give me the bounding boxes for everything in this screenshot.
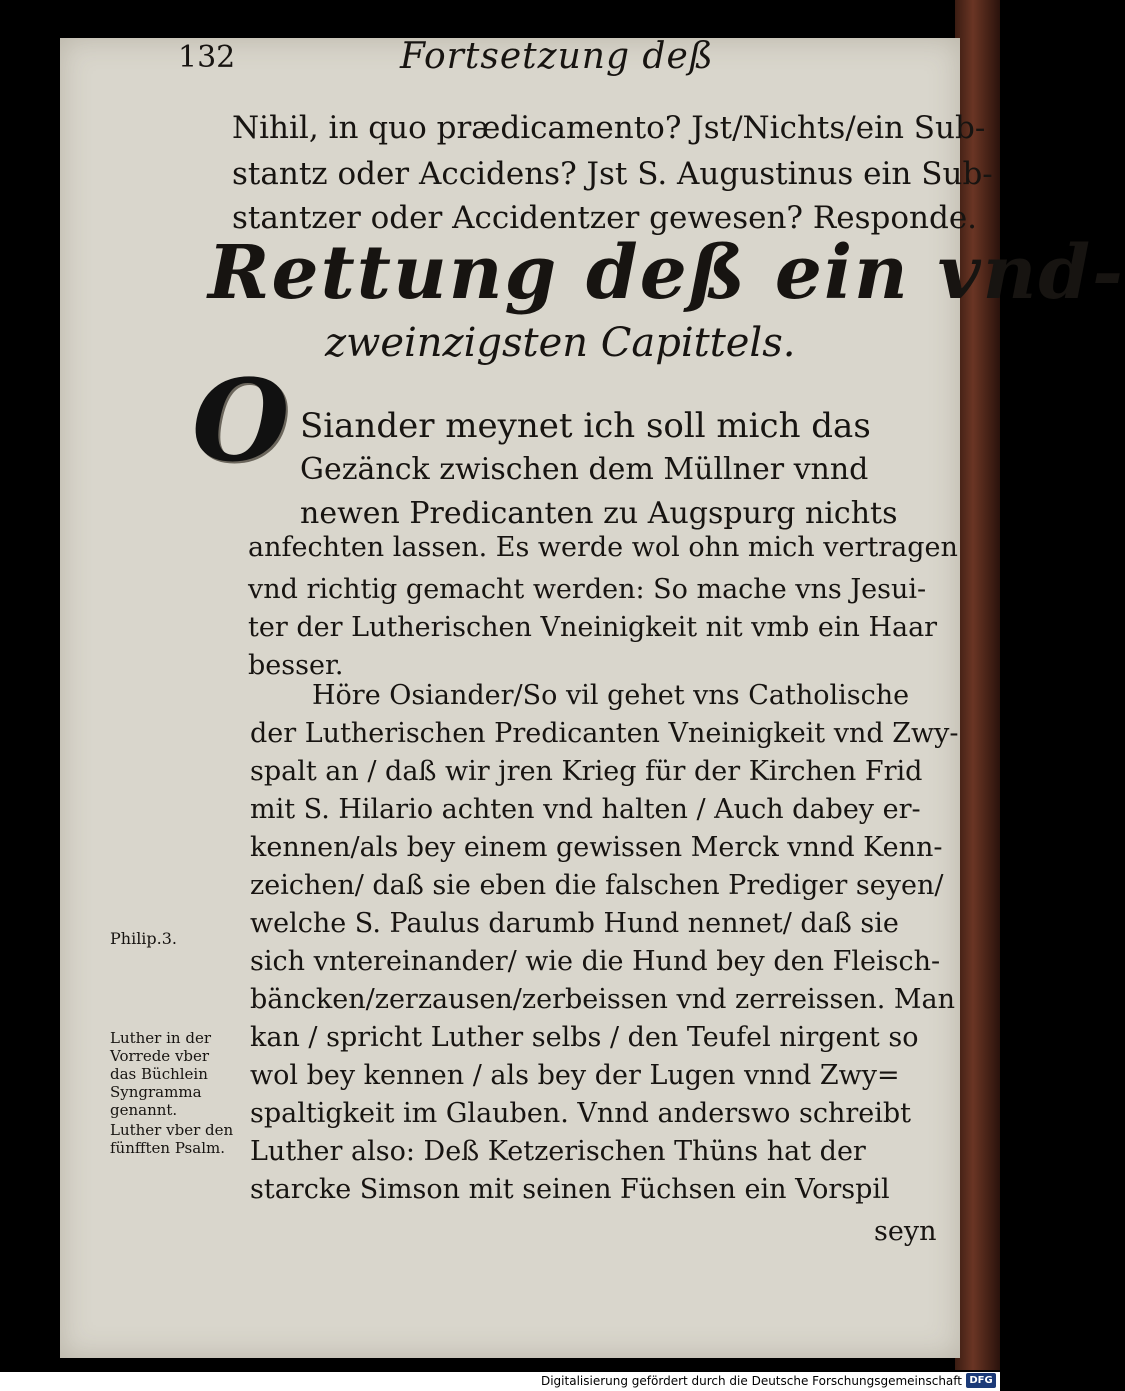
footer-credit: Digitalisierung gefördert durch die Deutsche Forschungsgemeinschaft <box>540 1374 962 1388</box>
intro-line: Nihil, in quo prædicamento? Jst/Nichts/ein Sub- <box>232 110 986 146</box>
paragraph2-line: Höre Osiander/So vil gehet vns Catholische <box>312 680 910 711</box>
chapter-title: Rettung deß ein vnd- <box>208 230 1125 316</box>
margin-note-line: Syngramma <box>110 1083 202 1101</box>
catchword: seyn <box>874 1216 937 1247</box>
paragraph2-line: welche S. Paulus darumb Hund nennet/ daß sie <box>250 908 899 939</box>
margin-note-line: Luther in der <box>110 1029 212 1047</box>
paragraph2-line: bäncken/zerzausen/zerbeissen vnd zerreissen. Man <box>250 984 956 1015</box>
margin-note-line: Vorrede vber <box>110 1047 210 1065</box>
page-number: 132 <box>178 40 236 75</box>
paragraph2-line: Luther also: Deß Ketzerischen Thüns hat der <box>250 1136 866 1167</box>
paragraph1-line: ter der Lutherischen Vneinigkeit nit vmb ein Haar <box>248 612 938 643</box>
paragraph2-line: kennen/als bey einem gewissen Merck vnnd Kenn- <box>250 832 943 863</box>
running-head: Fortsetzung deß <box>400 36 714 77</box>
paragraph2-line: zeichen/ daß sie eben die falschen Prediger seyen/ <box>250 870 944 901</box>
chapter-subtitle: zweinzigsten Capittels. <box>325 320 796 366</box>
dfg-logo: DFG <box>966 1373 996 1388</box>
margin-note-line: das Büchlein <box>110 1065 208 1083</box>
paragraph2-line: spaltigkeit im Glauben. Vnnd anderswo schreibt <box>250 1098 911 1129</box>
intro-line: stantzer oder Accidentzer gewesen? Responde. <box>232 200 978 236</box>
margin-note-line: Luther vber den <box>110 1121 234 1139</box>
drop-cap-initial: O <box>192 356 290 487</box>
intro-line: stantz oder Accidens? Jst S. Augustinus ein Sub- <box>232 156 993 192</box>
paragraph2-line: spalt an / daß wir jren Krieg für der Kirchen Frid <box>250 756 923 787</box>
paragraph2-line: starcke Simson mit seinen Füchsen ein Vorspil <box>250 1174 890 1205</box>
paragraph1-line: Siander meynet ich soll mich das <box>300 406 871 446</box>
margin-note-philippians: Philip.3. <box>110 929 178 948</box>
paragraph2-line: sich vntereinander/ wie die Hund bey den Fleisch- <box>250 946 941 977</box>
footer-bar <box>0 1372 1000 1391</box>
paragraph2-line: mit S. Hilario achten vnd halten / Auch dabey er- <box>250 794 921 825</box>
paragraph2-line: wol bey kennen / als bey der Lugen vnnd Zwy= <box>250 1060 900 1091</box>
margin-note-line: fünfften Psalm. <box>110 1139 225 1157</box>
paragraph1-line: anfechten lassen. Es werde wol ohn mich vertragen <box>248 532 958 563</box>
paragraph1-line: vnd richtig gemacht werden: So mache vns Jesui- <box>248 574 927 605</box>
paragraph2-line: kan / spricht Luther selbs / den Teufel nirgent so <box>250 1022 919 1053</box>
paragraph1-line: Gezänck zwischen dem Müllner vnnd <box>300 452 869 487</box>
paragraph1-line: besser. <box>248 650 344 681</box>
paragraph2-line: der Lutherischen Predicanten Vneinigkeit vnd Zwy- <box>250 718 959 749</box>
paragraph1-line: newen Predicanten zu Augspurg nichts <box>300 496 898 531</box>
margin-note-line: genannt. <box>110 1101 178 1119</box>
